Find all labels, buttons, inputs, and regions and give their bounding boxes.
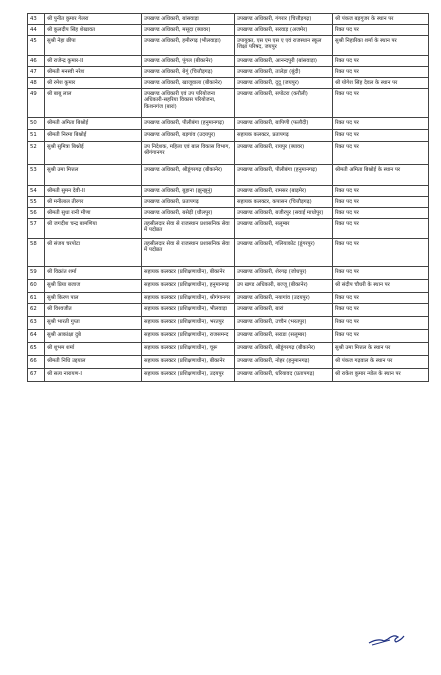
officer-name-cell: श्री रमेश कुमार: [45, 78, 142, 89]
officer-name-cell: सुश्री नेहा छीपा: [45, 36, 142, 56]
new-posting-cell: उपखण्ड अधिकारी, सलूम्बर: [235, 219, 333, 239]
new-posting-cell: उपखण्ड अधिकारी, बारां: [235, 304, 333, 317]
current-posting-cell: उपखण्ड अधिकारी, बांसवाड़ा: [142, 14, 235, 25]
serial-number-cell: 61: [28, 293, 45, 304]
officer-name-cell: श्रीमती निरमा बिश्नोई: [45, 130, 142, 142]
remarks-cell: रिक्त पद पर: [333, 130, 429, 142]
table-row: [28, 78, 429, 89]
current-posting-cell: सहायक कलक्टर (प्रशिक्षणाधीन), भीलवाड़ा: [142, 304, 235, 317]
table-row: [28, 343, 429, 356]
new-posting-cell: उपखण्ड अधिकारी, उच्चैन (भरतपुर): [235, 317, 333, 330]
officer-name-cell: श्री सत्य नारायण-I: [45, 369, 142, 382]
remarks-cell: रिक्त पद पर: [333, 317, 429, 330]
current-posting-cell: उपखण्ड अधिकारी, हमीरगढ़ (भीलवाड़ा): [142, 36, 235, 56]
new-posting-cell: उपखण्ड अधिकारी, गलियाकोट (डूंगरपुर): [235, 239, 333, 267]
remarks-cell: सुश्री निहारिका शर्मा के स्थान पर: [333, 36, 429, 56]
transfer-list-table: [27, 13, 429, 382]
table-row: [28, 186, 429, 197]
new-posting-cell: उपखण्ड अधिकारी, आनन्दपुरी (बांसवाड़ा): [235, 56, 333, 67]
serial-number-cell: 53: [28, 165, 45, 186]
table-row: [28, 118, 429, 130]
remarks-cell: श्री पंकज गढ़वाल के स्थान पर: [333, 356, 429, 369]
officer-name-cell: सुश्री भारती गुप्ता: [45, 317, 142, 330]
remarks-cell: रिक्त पद पर: [333, 118, 429, 130]
new-posting-cell: उपखण्ड अधिकारी, नयागांव (उदयपुर): [235, 293, 333, 304]
officer-name-cell: श्री कुलदीप सिंह शेखावत: [45, 25, 142, 36]
officer-name-cell: श्री पुनीत कुमार गेलरा: [45, 14, 142, 25]
new-posting-cell: उपखण्ड अधिकारी, दूदू (जयपुर): [235, 78, 333, 89]
new-posting-cell: उपखण्ड अधिकारी, सरवाड़ (अजमेर): [235, 25, 333, 36]
current-posting-cell: उपखण्ड अधिकारी, बुहाना (झुन्झुनूं): [142, 186, 235, 197]
serial-number-cell: 63: [28, 317, 45, 330]
remarks-cell: रिक्त पद पर: [333, 330, 429, 343]
officer-name-cell: श्री विक्रांत शर्मा: [45, 267, 142, 280]
officer-name-cell: श्री मनीलाल तीरगर: [45, 197, 142, 208]
serial-number-cell: 44: [28, 25, 45, 36]
officer-name-cell: श्री विश्वजीत: [45, 304, 142, 317]
table-row: [28, 330, 429, 343]
serial-number-cell: 67: [28, 369, 45, 382]
remarks-cell: रिक्त पद पर: [333, 142, 429, 165]
officer-name-cell: श्री बाबू लाल: [45, 89, 142, 118]
remarks-cell: श्री संदीप चौधरी के स्थान पर: [333, 280, 429, 293]
new-posting-cell: उपायुक्त, एस एम एस ए एवं राजस्थान स्कूल शिक्षा परिषद, जयपुर: [235, 36, 333, 56]
serial-number-cell: 55: [28, 197, 45, 208]
officer-name-cell: सुश्री प्रिया बजाज: [45, 280, 142, 293]
current-posting-cell: सहायक कलक्टर (प्रशिक्षणाधीन), राजसमन्द: [142, 330, 235, 343]
new-posting-cell: उपखण्ड अधिकारी, रायपुर (ब्यावर): [235, 142, 333, 165]
remarks-cell: रिक्त पद पर: [333, 219, 429, 239]
officer-name-cell: सुश्री सुमित्रा बिश्नोई: [45, 142, 142, 165]
serial-number-cell: 58: [28, 239, 45, 267]
table-row: [28, 208, 429, 219]
officer-name-cell: श्री राजेन्द्र कुमार-II: [45, 56, 142, 67]
new-posting-cell: उपखण्ड अधिकारी, नोहर (हनुमानगढ़): [235, 356, 333, 369]
serial-number-cell: 43: [28, 14, 45, 25]
table-row: [28, 130, 429, 142]
new-posting-cell: उपखण्ड अधिकारी, गंगरार (चित्तौड़गढ़): [235, 14, 333, 25]
remarks-cell: श्री योगेश सिंह देवल के स्थान पर: [333, 78, 429, 89]
officer-name-cell: श्री जगदीश चन्द्र बामणिया: [45, 219, 142, 239]
new-posting-cell: उप खण्ड अधिकारी, बज्जू (बीकानेर): [235, 280, 333, 293]
table-row: [28, 267, 429, 280]
table-row: [28, 25, 429, 36]
serial-number-cell: 59: [28, 267, 45, 280]
serial-number-cell: 45: [28, 36, 45, 56]
officer-name-cell: श्री संजय चरपोटा: [45, 239, 142, 267]
serial-number-cell: 56: [28, 208, 45, 219]
officer-name-cell: श्रीमती अमिता बिश्नोई: [45, 118, 142, 130]
current-posting-cell: उपखण्ड अधिकारी, खाजूवाला (बीकानेर): [142, 78, 235, 89]
officer-name-cell: सुश्री किरण पाल: [45, 293, 142, 304]
serial-number-cell: 57: [28, 219, 45, 239]
remarks-cell: रिक्त पद पर: [333, 186, 429, 197]
current-posting-cell: उपखण्ड अधिकारी, श्रीडूंगरगढ़ (बीकानेर): [142, 165, 235, 186]
signature-mark: [366, 628, 408, 648]
current-posting-cell: उपखण्ड अधिकारी, प्रतापगढ़: [142, 197, 235, 208]
serial-number-cell: 50: [28, 118, 45, 130]
officer-name-cell: श्रीमती सुमन देवी-II: [45, 186, 142, 197]
remarks-cell: रिक्त पद पर: [333, 56, 429, 67]
table-row: [28, 356, 429, 369]
current-posting-cell: उपखण्ड अधिकारी, बेगूं (चित्तौड़गढ़): [142, 67, 235, 78]
remarks-cell: रिक्त पद पर: [333, 208, 429, 219]
new-posting-cell: उपखण्ड अधिकारी, सराडा (सलूम्बर): [235, 330, 333, 343]
new-posting-cell: उपखण्ड अधिकारी, तालेड़ा (बूंदी): [235, 67, 333, 78]
current-posting-cell: सहायक कलक्टर (प्रशिक्षणाधीन), हनुमानगढ़: [142, 280, 235, 293]
table-row: [28, 293, 429, 304]
new-posting-cell: उपखण्ड अधिकारी, श्रीडूंगरगढ़ (बीकानेर): [235, 343, 333, 356]
table-row: [28, 89, 429, 118]
serial-number-cell: 66: [28, 356, 45, 369]
remarks-cell: रिक्त पद पर: [333, 239, 429, 267]
table-row: [28, 67, 429, 78]
officer-name-cell: श्रीमती मनस्वी नरेश: [45, 67, 142, 78]
officer-name-cell: श्रीमती सुधा रानी मीणा: [45, 208, 142, 219]
current-posting-cell: उपखण्ड अधिकारी, पीलीबंगा (हनुमानगढ़): [142, 118, 235, 130]
serial-number-cell: 52: [28, 142, 45, 165]
current-posting-cell: सहायक कलक्टर (प्रशिक्षणाधीन), बीकानेर: [142, 267, 235, 280]
new-posting-cell: उपखण्ड अधिकारी, पीलीबंगा (हनुमानगढ़): [235, 165, 333, 186]
remarks-cell: श्री पंकज बड़गूजर के स्थान पर: [333, 14, 429, 25]
new-posting-cell: उपखण्ड अधिकारी, धरियावद (प्रतापगढ़): [235, 369, 333, 382]
current-posting-cell: उपखण्ड अधिकारी, पूंगल (बीकानेर): [142, 56, 235, 67]
new-posting-cell: उपखण्ड अधिकारी, रामसर (बाड़मेर): [235, 186, 333, 197]
serial-number-cell: 54: [28, 186, 45, 197]
table-row: [28, 14, 429, 25]
new-posting-cell: उपखण्ड अधिकारी, सपोटरा (करौली): [235, 89, 333, 118]
remarks-cell: रिक्त पद पर: [333, 293, 429, 304]
officer-name-cell: सुश्री उमा मित्तल: [45, 165, 142, 186]
serial-number-cell: 48: [28, 78, 45, 89]
current-posting-cell: उपखण्ड अधिकारी एवं उप परियोजना अधिकारी-सहरिया विकास परियोजना, किशनगंज (बारां): [142, 89, 235, 118]
new-posting-cell: उपखण्ड अधिकारी, शेरगढ़ (जोधपुर): [235, 267, 333, 280]
current-posting-cell: उपखण्ड अधिकारी, बसेड़ी (धौलपुर): [142, 208, 235, 219]
remarks-cell: रिक्त पद पर: [333, 67, 429, 78]
current-posting-cell: उप निदेशक, महिला एवं बाल विकास विभाग, श्रीगंगानगर: [142, 142, 235, 165]
remarks-cell: रिक्त पद पर: [333, 197, 429, 208]
current-posting-cell: उपखण्ड अधिकारी, मसूदा (ब्यावर): [142, 25, 235, 36]
remarks-cell: श्री राकेश कुमार न्योल के स्थान पर: [333, 369, 429, 382]
current-posting-cell: सहायक कलक्टर (प्रशिक्षणाधीन), भरतपुर: [142, 317, 235, 330]
current-posting-cell: सहायक कलक्टर (प्रशिक्षणाधीन), बीकानेर: [142, 356, 235, 369]
remarks-cell: रिक्त पद पर: [333, 267, 429, 280]
serial-number-cell: 65: [28, 343, 45, 356]
table-row: [28, 304, 429, 317]
serial-number-cell: 62: [28, 304, 45, 317]
table-row: [28, 142, 429, 165]
table-row: [28, 56, 429, 67]
remarks-cell: श्रीमती अमिता बिश्नोई के स्थान पर: [333, 165, 429, 186]
table-row: [28, 36, 429, 56]
table-row: [28, 369, 429, 382]
new-posting-cell: सहायक कलक्टर, कपासन (चित्तौड़गढ़): [235, 197, 333, 208]
new-posting-cell: सहायक कलक्टर, प्रतापगढ़: [235, 130, 333, 142]
serial-number-cell: 60: [28, 280, 45, 293]
serial-number-cell: 64: [28, 330, 45, 343]
table-row: [28, 197, 429, 208]
new-posting-cell: उपखण्ड अधिकारी, बजीरपुर (सवाई माधोपुर): [235, 208, 333, 219]
remarks-cell: रिक्त पद पर: [333, 304, 429, 317]
serial-number-cell: 46: [28, 56, 45, 67]
table-row: [28, 219, 429, 239]
current-posting-cell: तहसीलदार सेवा से राजस्थान प्रशासनिक सेवा में पदोन्नत: [142, 219, 235, 239]
officer-name-cell: सुश्री आकांक्षा दुबे: [45, 330, 142, 343]
officer-name-cell: श्रीमती निधि उद्दयाल: [45, 356, 142, 369]
officer-name-cell: श्री शुभम शर्मा: [45, 343, 142, 356]
table-row: [28, 317, 429, 330]
current-posting-cell: सहायक कलक्टर (प्रशिक्षणाधीन), श्रीगंगानगर: [142, 293, 235, 304]
remarks-cell: रिक्त पद पर: [333, 25, 429, 36]
current-posting-cell: तहसीलदार सेवा से राजस्थान प्रशासनिक सेवा में पदोन्नत: [142, 239, 235, 267]
transfer-list-body: [28, 14, 429, 382]
serial-number-cell: 47: [28, 67, 45, 78]
table-row: [28, 165, 429, 186]
table-row: [28, 280, 429, 293]
serial-number-cell: 49: [28, 89, 45, 118]
current-posting-cell: उपखण्ड अधिकारी, बड़गांव (उदयपुर): [142, 130, 235, 142]
remarks-cell: रिक्त पद पर: [333, 89, 429, 118]
current-posting-cell: सहायक कलक्टर (प्रशिक्षणाधीन), चूरू: [142, 343, 235, 356]
serial-number-cell: 51: [28, 130, 45, 142]
current-posting-cell: सहायक कलक्टर (प्रशिक्षणाधीन), उदयपुर: [142, 369, 235, 382]
remarks-cell: सुश्री उमा मित्तल के स्थान पर: [333, 343, 429, 356]
table-row: [28, 239, 429, 267]
new-posting-cell: उपखण्ड अधिकारी, बापिणी (फलौदी): [235, 118, 333, 130]
